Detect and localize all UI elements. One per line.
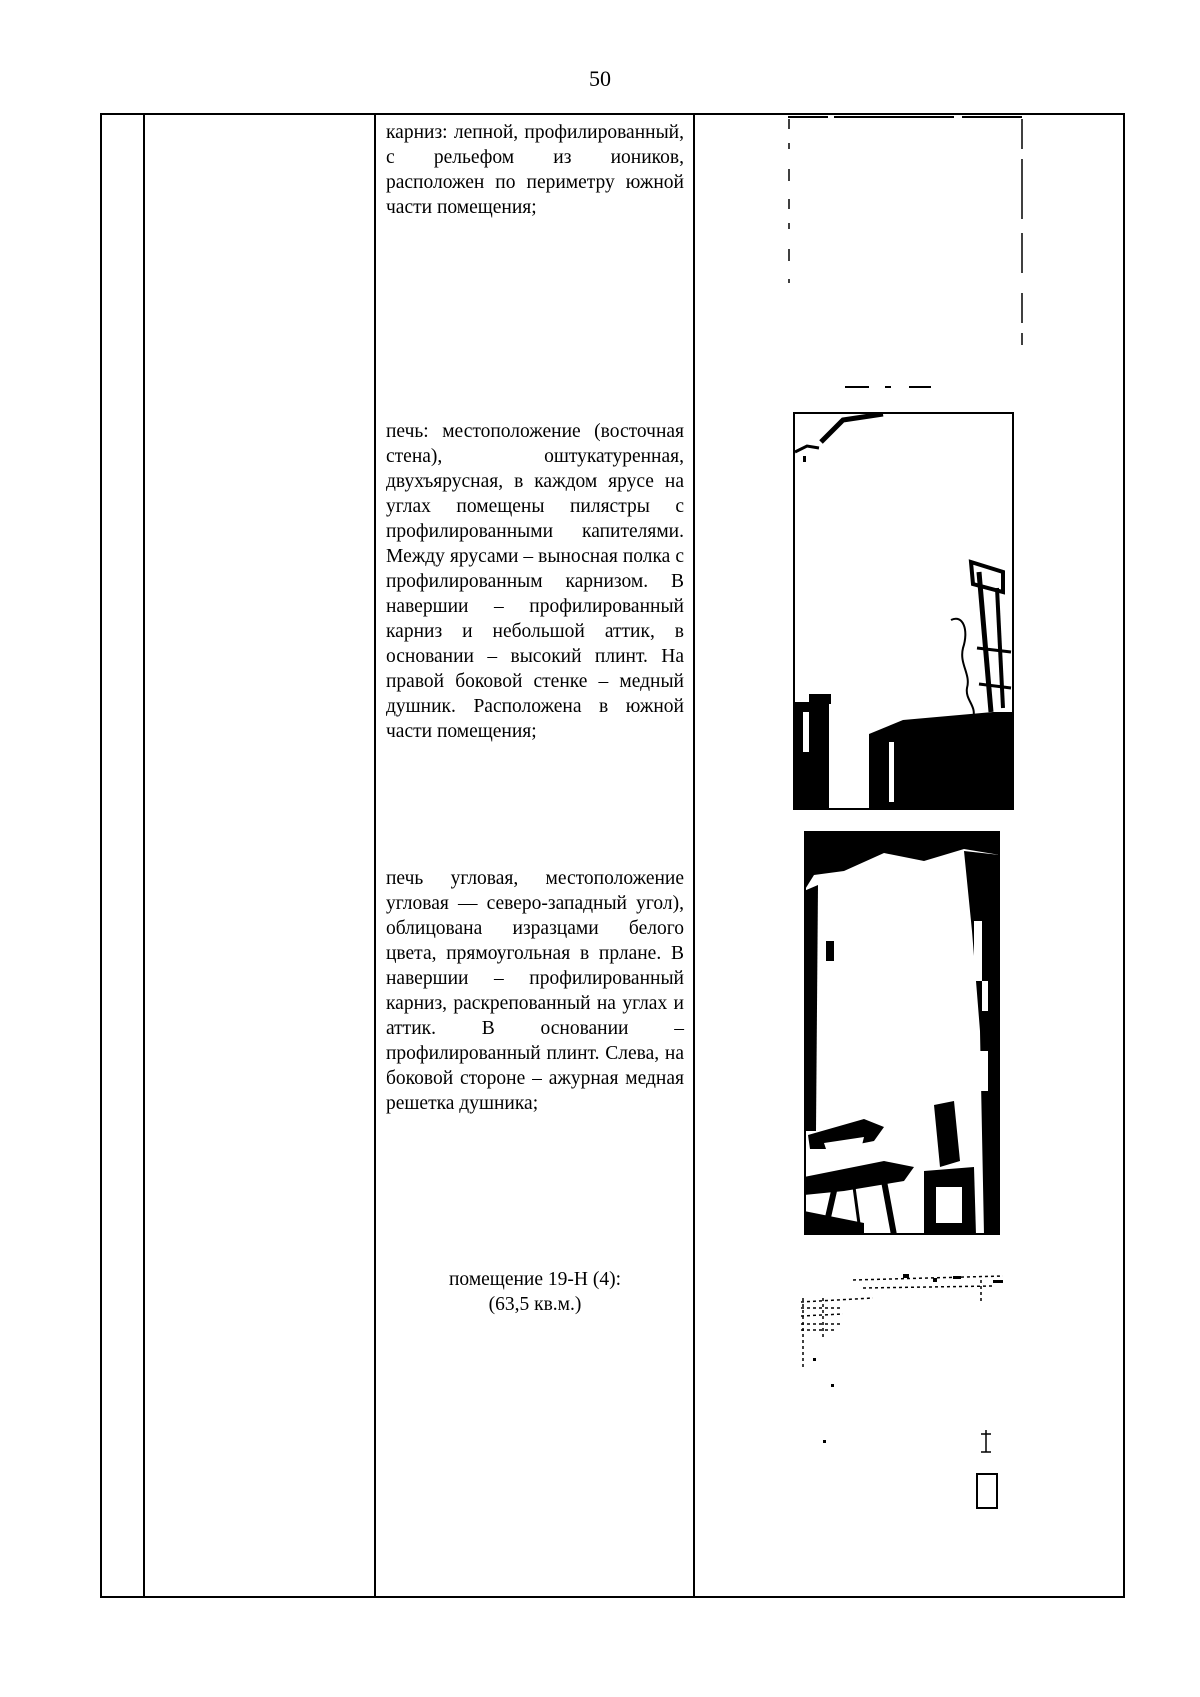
table-column-border-4 xyxy=(693,113,695,1598)
cornice-photo xyxy=(785,113,1030,393)
floor-plan-image xyxy=(793,1258,1013,1520)
stove-corner-description: печь угловая, местоположение угловая — северо-западный угол), облицована изразцами белого цвета, прямоугольная в прлане. В навершии – профилированный карниз, раскрепованный на углах и аттик. В основании – профилированный плинт. Слева, на боковой стороне – ажурная медная решетка душника; xyxy=(386,868,684,1114)
page-number: 50 xyxy=(589,66,611,91)
stove-east-description: печь: местоположение (восточная стена), оштукатуренная, двухъярусная, в каждом ярусе на углах помещены пилястры с профилированными капителями. Между ярусами – выносная полка с профилированным карнизом. В навершии – профилированный карниз и небольшой аттик, в основании – высокий плинт. На правой боковой стенке – медный душник. Расположена в южной части помещения; xyxy=(386,421,684,742)
room-area: (63,5 кв.м.) xyxy=(488,1294,582,1315)
stove-east-photo xyxy=(793,412,1014,810)
table-column-border-1 xyxy=(100,113,102,1598)
room-title: помещение 19-Н (4): xyxy=(449,1269,621,1290)
stove-corner-photo xyxy=(804,831,1000,1235)
cornice-description: карниз: лепной, профилированный, с рельефом из иоников, расположен по периметру южной части помещения; xyxy=(386,122,684,218)
table-bottom-border xyxy=(100,1596,1125,1598)
table-column-border-3 xyxy=(374,113,376,1598)
table-column-border-2 xyxy=(143,113,145,1598)
table-column-border-5 xyxy=(1123,113,1125,1598)
